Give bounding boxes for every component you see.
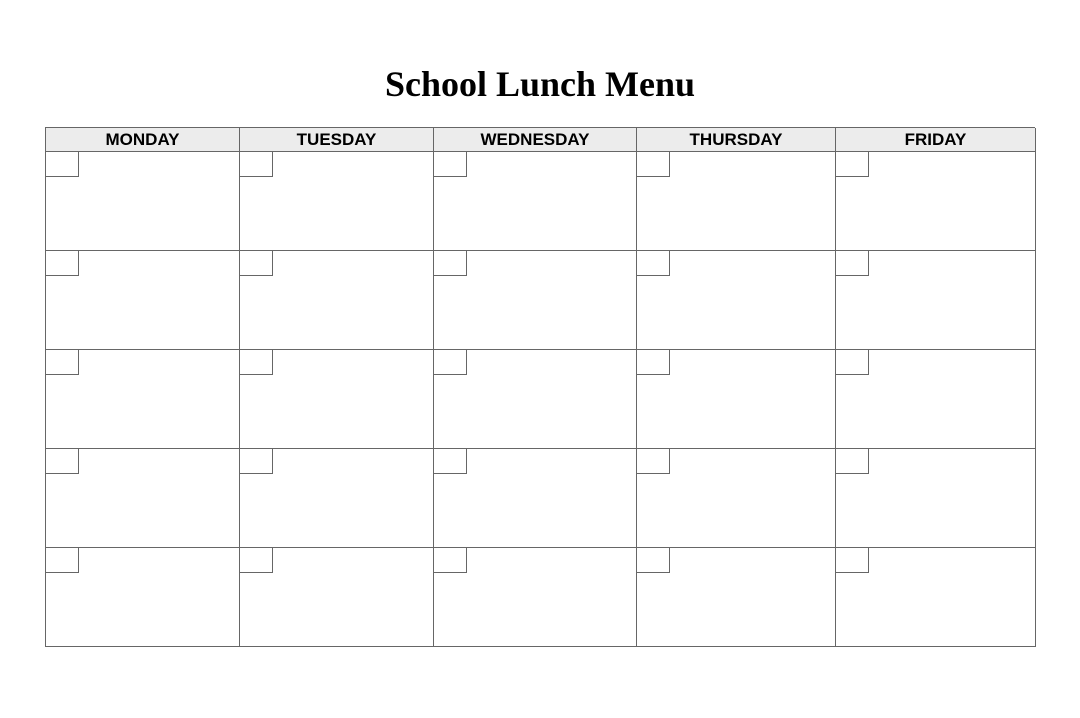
day-cell-wednesday-week-5[interactable] [434, 548, 637, 647]
date-number-box[interactable] [46, 548, 79, 573]
date-number-box[interactable] [240, 449, 273, 474]
date-number-box[interactable] [637, 251, 670, 276]
day-cell-monday-week-1[interactable] [46, 152, 240, 251]
day-cell-monday-week-3[interactable] [46, 350, 240, 449]
day-cell-wednesday-week-1[interactable] [434, 152, 637, 251]
date-number-box[interactable] [46, 350, 79, 375]
day-cell-tuesday-week-5[interactable] [240, 548, 434, 647]
day-cell-thursday-week-1[interactable] [637, 152, 836, 251]
date-number-box[interactable] [836, 251, 869, 276]
date-number-box[interactable] [434, 251, 467, 276]
date-number-box[interactable] [434, 350, 467, 375]
day-cell-tuesday-week-2[interactable] [240, 251, 434, 350]
date-number-box[interactable] [240, 350, 273, 375]
date-number-box[interactable] [46, 152, 79, 177]
date-number-box[interactable] [637, 152, 670, 177]
day-header-tuesday: TUESDAY [240, 128, 434, 152]
date-number-box[interactable] [637, 350, 670, 375]
lunch-calendar-grid [45, 127, 1035, 647]
day-cell-wednesday-week-4[interactable] [434, 449, 637, 548]
day-cell-thursday-week-2[interactable] [637, 251, 836, 350]
date-number-box[interactable] [240, 152, 273, 177]
day-cell-friday-week-3[interactable] [836, 350, 1036, 449]
day-cell-monday-week-5[interactable] [46, 548, 240, 647]
date-number-box[interactable] [434, 449, 467, 474]
day-cell-friday-week-4[interactable] [836, 449, 1036, 548]
date-number-box[interactable] [836, 548, 869, 573]
day-cell-friday-week-1[interactable] [836, 152, 1036, 251]
day-cell-tuesday-week-3[interactable] [240, 350, 434, 449]
day-cell-tuesday-week-1[interactable] [240, 152, 434, 251]
date-number-box[interactable] [240, 251, 273, 276]
date-number-box[interactable] [434, 152, 467, 177]
day-header-friday: FRIDAY [836, 128, 1036, 152]
date-number-box[interactable] [836, 449, 869, 474]
day-cell-tuesday-week-4[interactable] [240, 449, 434, 548]
page-title: School Lunch Menu [384, 64, 696, 104]
date-number-box[interactable] [434, 548, 467, 573]
date-number-box[interactable] [46, 449, 79, 474]
day-header-wednesday: WEDNESDAY [434, 128, 637, 152]
day-header-monday: MONDAY [46, 128, 240, 152]
date-number-box[interactable] [240, 548, 273, 573]
day-cell-wednesday-week-2[interactable] [434, 251, 637, 350]
day-cell-monday-week-4[interactable] [46, 449, 240, 548]
day-cell-friday-week-5[interactable] [836, 548, 1036, 647]
date-number-box[interactable] [46, 251, 79, 276]
day-cell-thursday-week-3[interactable] [637, 350, 836, 449]
day-cell-wednesday-week-3[interactable] [434, 350, 637, 449]
day-cell-thursday-week-5[interactable] [637, 548, 836, 647]
day-cell-thursday-week-4[interactable] [637, 449, 836, 548]
date-number-box[interactable] [637, 548, 670, 573]
date-number-box[interactable] [836, 350, 869, 375]
date-number-box[interactable] [637, 449, 670, 474]
day-cell-monday-week-2[interactable] [46, 251, 240, 350]
date-number-box[interactable] [836, 152, 869, 177]
day-cell-friday-week-2[interactable] [836, 251, 1036, 350]
day-header-thursday: THURSDAY [637, 128, 836, 152]
